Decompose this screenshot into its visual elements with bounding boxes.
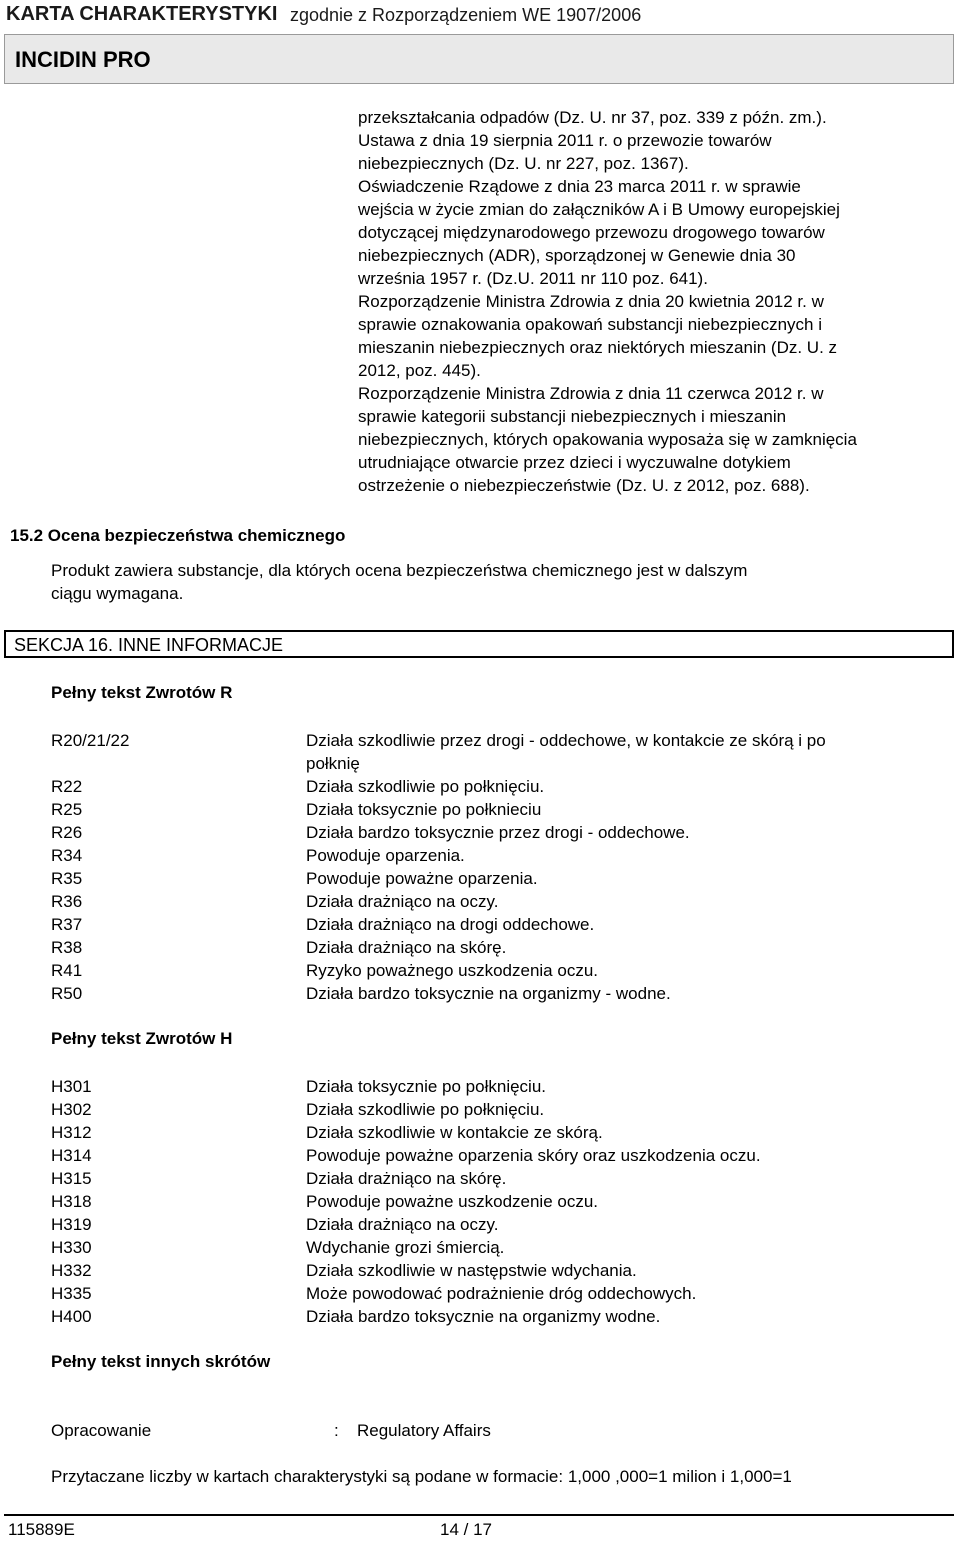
phrase-text: Działa szkodliwie po połknięciu.	[306, 1100, 545, 1119]
regulation-line: września 1957 r. (Dz.U. 2011 nr 110 poz. 641).	[358, 269, 708, 288]
regulation-line: niebezpiecznych, których opakowania wyposaża się w zamknięcia	[358, 430, 857, 449]
phrase-text: Działa bardzo toksycznie na organizmy wodne.	[306, 1307, 661, 1326]
phrase-text: Wdychanie grozi śmiercią.	[306, 1238, 505, 1257]
r-phrases-heading: Pełny tekst Zwrotów R	[51, 683, 233, 702]
phrase-text: Działa szkodliwie w następstwie wdychania.	[306, 1261, 637, 1280]
prepared-by-value: Regulatory Affairs	[357, 1421, 491, 1440]
regulation-line: niebezpiecznych (Dz. U. nr 227, poz. 1367).	[358, 154, 689, 173]
page-footer	[4, 1514, 954, 1542]
phrase-text: Powoduje oparzenia.	[306, 846, 465, 865]
document-title: KARTA CHARAKTERYSTYKI	[6, 3, 278, 25]
phrase-code: R26	[51, 823, 83, 842]
phrase-code: R41	[51, 961, 83, 980]
phrase-text: Działa szkodliwie przez drogi - oddechowe, w kontakcie ze skórą i po	[306, 731, 826, 750]
regulation-line: mieszanin niebezpiecznych oraz niektórych mieszanin (Dz. U. z	[358, 338, 838, 357]
phrase-code: R50	[51, 984, 83, 1003]
phrase-code: R25	[51, 800, 83, 819]
phrase-code: H335	[51, 1284, 92, 1303]
phrase-code: H319	[51, 1215, 92, 1234]
phrase-code: H330	[51, 1238, 92, 1257]
phrase-text: Działa drażniąco na oczy.	[306, 892, 499, 911]
regulation-line: Rozporządzenie Ministra Zdrowia z dnia 11 czerwca 2012 r. w	[358, 384, 824, 403]
phrase-text: Działa bardzo toksycznie na organizmy - wodne.	[306, 984, 671, 1003]
phrase-text: Powoduje poważne oparzenia.	[306, 869, 538, 888]
phrase-code: H301	[51, 1077, 92, 1096]
other-abbreviations-heading: Pełny tekst innych skrótów	[51, 1352, 271, 1371]
document-number: 115889E	[8, 1520, 75, 1539]
regulation-line: wejścia w życie zmian do załączników A i B Umowy europejskiej	[358, 200, 840, 219]
regulation-line: Ustawa z dnia 19 sierpnia 2011 r. o przewozie towarów	[358, 131, 772, 150]
phrase-code: H302	[51, 1100, 92, 1119]
section-16-header	[4, 630, 954, 658]
h-phrases-heading: Pełny tekst Zwrotów H	[51, 1029, 233, 1048]
regulation-line: ostrzeżenie o niebezpieczeństwie (Dz. U. z 2012, poz. 688).	[358, 476, 810, 495]
phrase-code: R20/21/22	[51, 731, 130, 750]
phrase-text: Działa drażniąco na drogi oddechowe.	[306, 915, 595, 934]
phrase-text: Powoduje poważne oparzenia skóry oraz uszkodzenia oczu.	[306, 1146, 761, 1165]
phrase-text: Działa drażniąco na oczy.	[306, 1215, 499, 1234]
regulation-line: przekształcania odpadów (Dz. U. nr 37, poz. 339 z późn. zm.).	[358, 108, 827, 127]
phrase-text: Działa toksycznie po połknieciu	[306, 800, 542, 819]
regulation-line: Oświadczenie Rządowe z dnia 23 marca 2011 r. w sprawie	[358, 177, 801, 196]
document-title-bar	[0, 0, 960, 30]
phrase-code: H312	[51, 1123, 92, 1142]
section-15-2-text-line-2: ciągu wymagana.	[51, 584, 184, 603]
phrase-code: R36	[51, 892, 83, 911]
regulation-line: dotyczącej międzynarodowego przewozu drogowego towarów	[358, 223, 825, 242]
product-name-bar	[4, 34, 954, 84]
regulation-line: sprawie oznakowania opakowań substancji niebezpiecznych i	[358, 315, 822, 334]
phrase-text: Działa szkodliwie w kontakcie ze skórą.	[306, 1123, 603, 1142]
phrase-text-continuation: połknię	[306, 754, 360, 773]
phrase-code: R38	[51, 938, 83, 957]
regulation-line: Rozporządzenie Ministra Zdrowia z dnia 20 kwietnia 2012 r. w	[358, 292, 824, 311]
regulation-line: utrudniające otwarcie przez dzieci i wyczuwalne dotykiem	[358, 453, 791, 472]
phrase-text: Ryzyko poważnego uszkodzenia oczu.	[306, 961, 598, 980]
phrase-code: R22	[51, 777, 83, 796]
phrase-text: Może powodować podrażnienie dróg oddechowych.	[306, 1284, 697, 1303]
regulation-line: 2012, poz. 445).	[358, 361, 481, 380]
regulation-line: niebezpiecznych (ADR), sporządzonej w Genewie dnia 30	[358, 246, 796, 265]
phrase-code: R35	[51, 869, 83, 888]
phrase-text: Działa drażniąco na skórę.	[306, 1169, 507, 1188]
phrase-code: R37	[51, 915, 83, 934]
phrase-text: Działa szkodliwie po połknięciu.	[306, 777, 545, 796]
section-16-title: SEKCJA 16. INNE INFORMACJE	[14, 635, 284, 655]
phrase-code: H314	[51, 1146, 92, 1165]
phrase-text: Działa bardzo toksycznie przez drogi - oddechowe.	[306, 823, 690, 842]
prepared-by-label: Opracowanie	[51, 1421, 152, 1440]
document-regulation: zgodnie z Rozporządzeniem WE 1907/2006	[290, 5, 642, 25]
phrase-code: R34	[51, 846, 83, 865]
prepared-by-separator: :	[334, 1421, 339, 1440]
section-15-2-heading: 15.2 Ocena bezpieczeństwa chemicznego	[10, 526, 346, 545]
section-15-2-text-line-1: Produkt zawiera substancje, dla których ocena bezpieczeństwa chemicznego jest w dalszym	[51, 561, 748, 580]
phrase-text: Działa drażniąco na skórę.	[306, 938, 507, 957]
phrase-text: Działa toksycznie po połknięciu.	[306, 1077, 547, 1096]
phrase-code: H318	[51, 1192, 92, 1211]
regulation-line: sprawie kategorii substancji niebezpiecznych i mieszanin	[358, 407, 787, 426]
phrase-text: Powoduje poważne uszkodzenie oczu.	[306, 1192, 599, 1211]
regulations-text	[358, 106, 958, 497]
phrase-code: H400	[51, 1307, 92, 1326]
phrase-code: H315	[51, 1169, 92, 1188]
page-number: 14 / 17	[440, 1520, 492, 1539]
phrase-code: H332	[51, 1261, 92, 1280]
product-name: INCIDIN PRO	[15, 47, 151, 72]
number-format-note: Przytaczane liczby w kartach charakterystyki są podane w formacie: 1,000 ,000=1 milion i 1,000=1	[51, 1467, 792, 1486]
